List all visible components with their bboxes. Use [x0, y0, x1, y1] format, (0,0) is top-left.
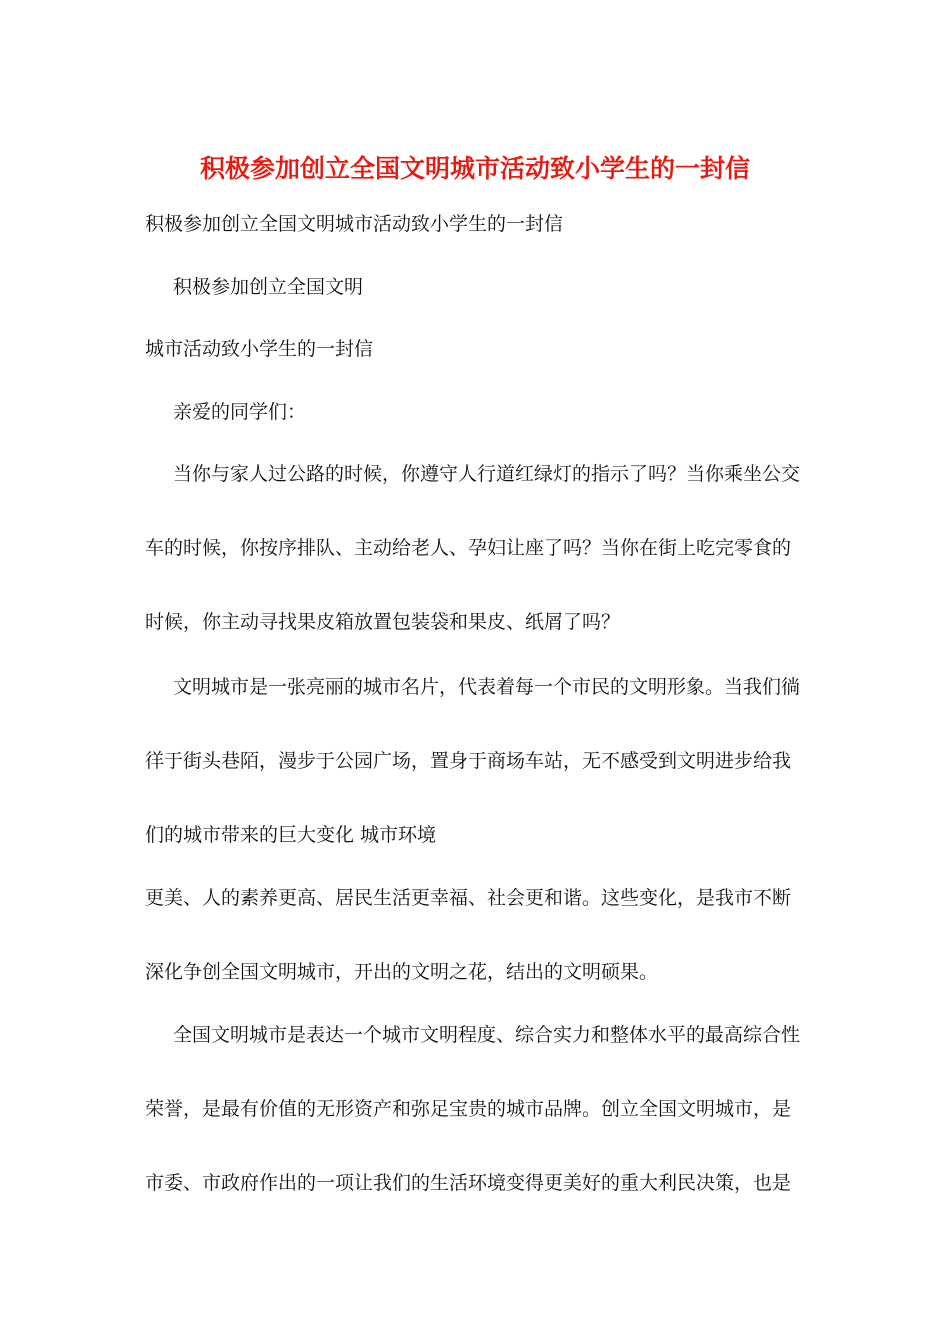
- document-title: 积极参加创立全国文明城市活动致小学生的一封信: [199, 154, 750, 183]
- paragraph-2-line-1: 文明城市是一张亮丽的城市名片，代表着每一个市民的文明形象。当我们徜: [173, 676, 801, 698]
- subtitle-line: 积极参加创立全国文明城市活动致小学生的一封信: [145, 213, 564, 235]
- paragraph-2-line-3: 们的城市带来的巨大变化 城市环境: [145, 824, 437, 846]
- heading-line-2: 城市活动致小学生的一封信: [145, 338, 374, 360]
- paragraph-3-line-1: 全国文明城市是表达一个城市文明程度、综合实力和整体水平的最高综合性: [173, 1024, 801, 1046]
- paragraph-1-line-2: 车的时候，你按序排队、主动给老人、孕妇让座了吗？当你在街上吃完零食的: [145, 537, 792, 559]
- salutation: 亲爱的同学们：: [173, 401, 307, 423]
- paragraph-2-line-2: 徉于街头巷陌，漫步于公园广场，置身于商场车站，无不感受到文明进步给我: [145, 750, 792, 772]
- paragraph-3-line-3: 市委、市政府作出的一项让我们的生活环境变得更美好的重大利民决策，也是: [145, 1172, 792, 1194]
- paragraph-2-line-4: 更美、人的素养更高、居民生活更幸福、社会更和谐。这些变化，是我市不断: [145, 887, 792, 909]
- paragraph-1-line-3: 时候，你主动寻找果皮箱放置包装袋和果皮、纸屑了吗？: [145, 611, 621, 633]
- paragraph-3-line-2: 荣誉，是最有价值的无形资产和弥足宝贵的城市品牌。创立全国文明城市，是: [145, 1098, 792, 1120]
- paragraph-1-line-1: 当你与家人过公路的时候，你遵守人行道红绿灯的指示了吗？当你乘坐公交: [173, 463, 801, 485]
- paragraph-2-line-5: 深化争创全国文明城市，开出的文明之花，结出的文明硕果。: [145, 961, 659, 983]
- heading-line-1: 积极参加创立全国文明: [173, 276, 364, 298]
